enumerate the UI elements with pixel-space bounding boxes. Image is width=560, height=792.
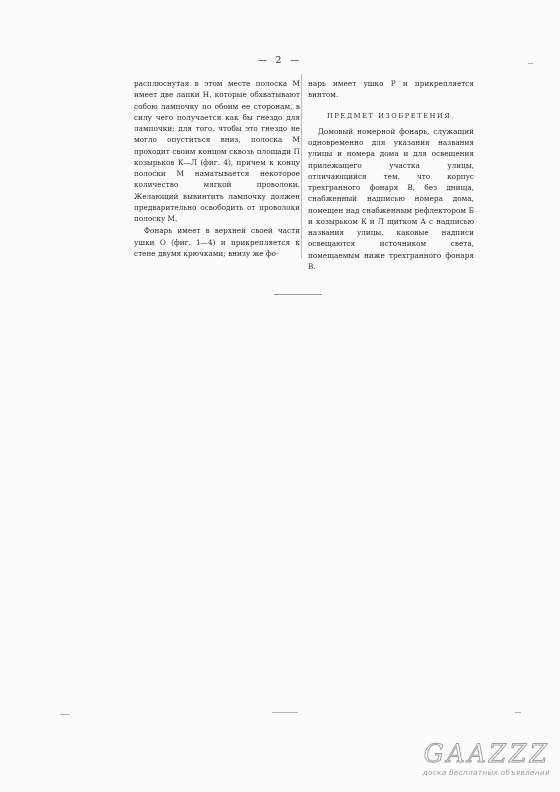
claim-paragraph: Домовый номерной фонарь, служащий одновременно для указания названия улицы и номера дома и для освещения прилежащего участка улицы, отличающийся тем, что корпус трехгранного фонаря В, без днища, снабженный надписью номера дома, помещен над снабженным рефлектором Б и козырьком К и Л щитком А с надписью названия улицы, каковые надписи освещаются источником света, помещаемым ниже трехгранного фонаря В. (308, 126, 474, 271)
watermark-tagline: доска бесплатных объявлений (422, 768, 550, 777)
watermark-logo: GAAZZZ (423, 739, 550, 768)
end-rule (274, 294, 322, 295)
left-paragraph-1: расплюснутая в этом месте полоска М имеет две лапки Н, которые обхватывают собою лампочку по обоим ее сторонам, в силу чего получается как бы гнездо для лампочки; для того, чтобы это гнездо не могло опуститься вниз, полоска М проходит своим концом сквозь площади П козырьков К—Л (фиг. 4), причем к концу полоски М наматывается некоторое количество мягкой проволоки. Желающий вывинтить лампочку должен предварительно освободить от проволоки полоску М. (134, 79, 300, 223)
left-paragraph-2: Фонарь имеет в верхней своей части ушки О (фиг. 1—4) и прикрепляется к стене двумя крючками; внизу же фо- (134, 226, 300, 258)
left-column (134, 78, 300, 259)
watermark (370, 740, 550, 777)
page-number: — 2 — (257, 56, 303, 66)
right-paragraph-1: нарь имеет ушко Р и прикрепляется винтом. (308, 79, 474, 100)
scan-mark (272, 712, 298, 713)
section-heading: ПРЕДМЕТ ИЗОБРЕТЕНИЯ. (327, 111, 455, 120)
right-column (308, 78, 474, 272)
scan-mark (515, 712, 521, 713)
scan-mark (528, 63, 533, 64)
column-divider (301, 74, 302, 258)
scan-mark (60, 714, 70, 715)
